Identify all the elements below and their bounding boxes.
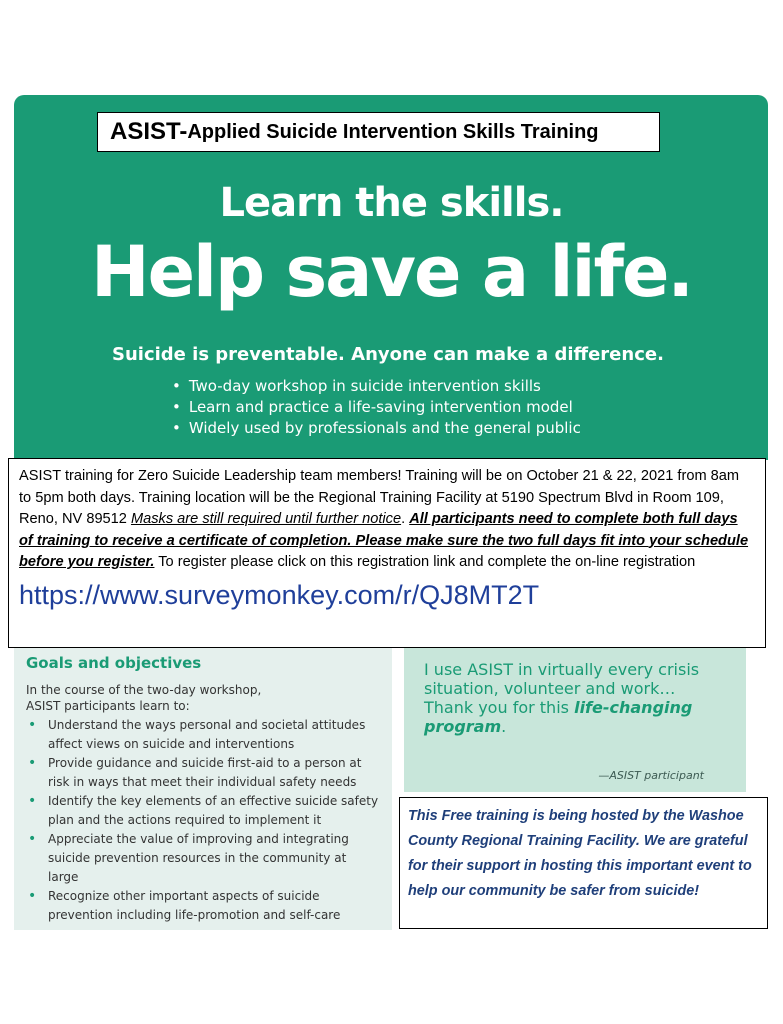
goals-list [26, 716, 380, 925]
masks-period: . [401, 511, 410, 527]
goals-intro-line: In the course of the two-day workshop, [26, 683, 262, 697]
workshop-bullet: • Learn and practice a life-saving intervention model [172, 397, 581, 418]
title-full-name: Applied Suicide Intervention Skills Training [187, 120, 599, 143]
training-info-box [8, 458, 766, 648]
testimonial-quote [424, 660, 726, 736]
registration-instructions: To register please click on this registration link and complete the on-line registration [154, 554, 696, 570]
subheading: Suicide is preventable. Anyone can make a difference. [112, 344, 664, 365]
quote-emphasis: life-changing program [424, 698, 693, 736]
goals-intro-line: ASIST participants learn to: [26, 699, 190, 713]
goals-intro [26, 682, 380, 714]
masks-notice: Masks are still required until further notice [130, 511, 402, 527]
goal-item: • Identify the key elements of an effective suicide safety plan and the actions required to implement it [26, 792, 380, 830]
quote-attribution: —ASIST participant [598, 769, 704, 782]
workshop-bullet: • Widely used by professionals and the general public [172, 418, 581, 439]
quote-end: . [501, 717, 507, 736]
goal-item: • Recognize other important aspects of suicide prevention including life-promotion and self-care [26, 887, 380, 925]
training-details: ASIST training for Zero Suicide Leadership team members! Training will be on October 21 & 22, 2021 from 8am to 5pm both days. Training location will be the Regional Training Facility at 5190 Spectrum Blvd in Room 109, Reno, NV 89512 [19, 468, 740, 527]
tagline-learn: Learn the skills. [219, 180, 564, 226]
goals-heading: Goals and objectives [26, 654, 202, 672]
quote-text: I use ASIST in virtually every crisis situation, volunteer and work… Thank you for this [424, 660, 700, 717]
title-acronym: ASIST- [110, 118, 188, 145]
title-box [97, 112, 660, 152]
goal-item: • Understand the ways personal and societal attitudes affect views on suicide and interventions [26, 716, 380, 754]
workshop-bullets [172, 376, 581, 439]
attendance-requirement: All participants need to complete both full days of training to receive a certificate of completion. Please make sure the two full days fit into your schedule before you register. [19, 511, 749, 570]
testimonial-panel [404, 648, 746, 792]
goals-panel [14, 648, 392, 930]
registration-link[interactable]: https://www.surveymonkey.com/r/QJ8MT2T [19, 579, 540, 610]
workshop-bullet: • Two-day workshop in suicide intervention skills [172, 376, 581, 397]
goal-item: • Provide guidance and suicide first-aid to a person at risk in ways that meet their individual safety needs [26, 754, 380, 792]
tagline-help: Help save a life. [90, 231, 693, 313]
hosting-notice: This Free training is being hosted by the Washoe County Regional Training Facility. We are grateful for their support in hosting this important event to help our community be safer from suicide! [399, 797, 768, 929]
goal-item: • Appreciate the value of improving and integrating suicide prevention resources in the community at large [26, 830, 380, 887]
